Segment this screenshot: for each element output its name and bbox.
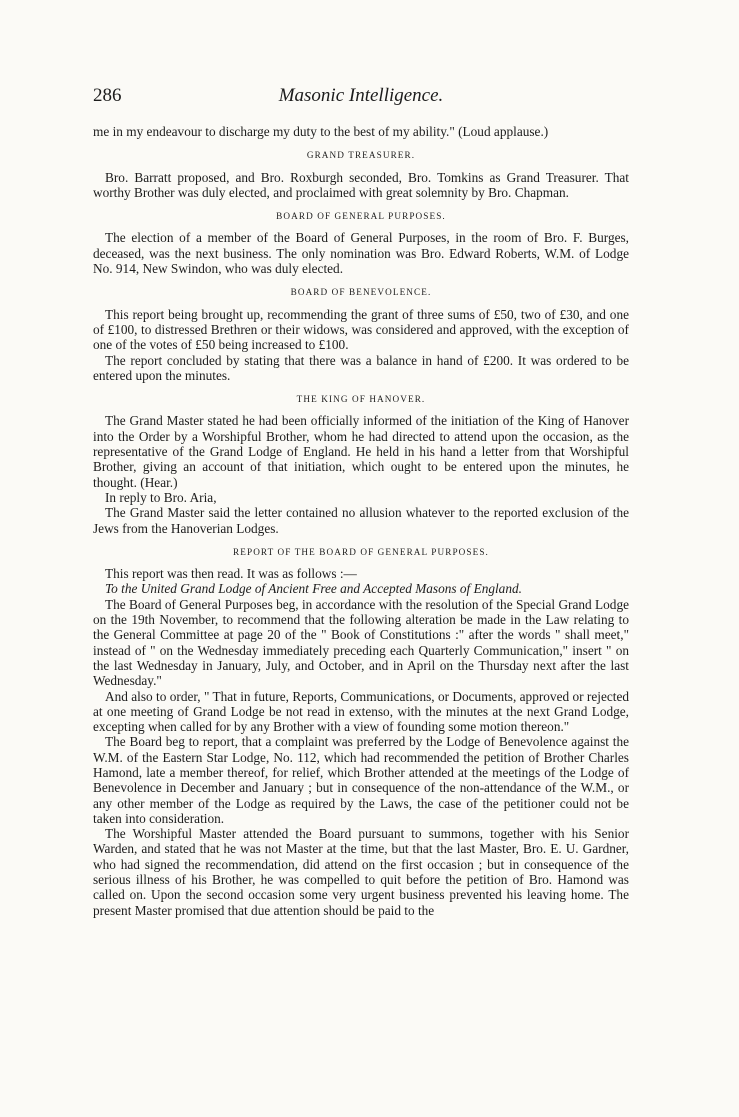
section-heading-board-general-purposes: BOARD OF GENERAL PURPOSES.	[276, 211, 446, 222]
running-title: Masonic Intelligence.	[278, 85, 444, 106]
report-intro: This report was then read. It was as follows :—	[105, 566, 357, 582]
paragraph: In reply to Bro. Aria,	[105, 489, 217, 505]
section-heading-board-benevolence: BOARD OF BENEVOLENCE.	[290, 287, 432, 298]
page-header	[93, 85, 629, 109]
paragraph: The Grand Master said the letter contained no allusion whatever to the reported exclusion of the Jews from the Hanoverian Lodges.	[93, 505, 629, 536]
paragraph: The Grand Master stated he had been officially informed of the initiation of the King of Hanover into the Order by a Worshipful Brother, whom he had directed to attend upon the occasion, as the representative of the Grand Lodge of England. He held in his hand a letter from that Worshipful Brother, giving an account of that initiation, which ought to be entered upon the minutes, he thought. (Hear.)	[93, 413, 629, 490]
section-heading-king-of-hanover: THE KING OF HANOVER.	[296, 394, 426, 405]
report-paragraph: The Board beg to report, that a complaint was preferred by the Lodge of Benevolence against the W.M. of the Eastern Star Lodge, No. 112, which had recommended the petition of Brother Charles Hamond, late a member thereof, for relief, which Brother attended at the meetings of the Lodge of Benevolence in December and January ; but in consequence of the non-attendance of the W.M., or any other member of the Lodge as required by the Laws, the case of the petitioner could not be taken into consideration.	[93, 734, 629, 826]
section-heading-grand-treasurer: GRAND TREASURER.	[306, 150, 416, 161]
page-number: 286	[93, 85, 122, 106]
report-paragraph: The Board of General Purposes beg, in accordance with the resolution of the Special Grand Lodge on the 19th November, to recommend that the following alteration be made in the Law relating to the General Committee at page 20 of the " Book of Constitutions :" after the words " shall meet," instead of " on the Wednesday immediately preceding each Quarterly Communication," insert " on the last Wednesday in January, July, and October, and in April on the Thursday next after the last Wednesday."	[93, 596, 629, 689]
report-paragraph: And also to order, " That in future, Reports, Communications, or Documents, approved or rejected at one meeting of Grand Lodge be not read in extenso, with the minutes at the next Grand Lodge, excepting when called for by any Brother with a view of founding some motion thereon."	[93, 688, 629, 735]
paragraph: The election of a member of the Board of General Purposes, in the room of Bro. F. Burges, deceased, was the next business. The only nomination was Bro. Edward Roberts, W.M. of Lodge No. 914, New Swindon, who was duly elected.	[93, 230, 629, 277]
section-heading-report-board-general-purposes: REPORT OF THE BOARD OF GENERAL PURPOSES.	[233, 546, 489, 557]
report-salutation: To the United Grand Lodge of Ancient Free and Accepted Masons of England.	[105, 581, 522, 597]
article-body	[93, 124, 629, 918]
report-paragraph: The Worshipful Master attended the Board pursuant to summons, together with his Senior Warden, and stated that he was not Master at the time, but that the last Master, Bro. E. U. Gardner, who had signed the recommendation, did attend on the first occasion ; but in consequence of the serious illness of his Brother, he was compelled to quit before the petition of Bro. Hamond was called on. Upon the second occasion some very urgent business prevented his leaving home. The present Master promised that due attention should be paid to the	[93, 826, 629, 918]
paragraph: The report concluded by stating that there was a balance in hand of £200. It was ordered to be entered upon the minutes.	[93, 352, 629, 383]
paragraph: Bro. Barratt proposed, and Bro. Roxburgh seconded, Bro. Tomkins as Grand Treasurer. That worthy Brother was duly elected, and proclaimed with great solemnity by Bro. Chapman.	[93, 169, 629, 200]
paragraph: This report being brought up, recommending the grant of three sums of £50, two of £30, and one of £100, to distressed Brethren or their widows, was considered and approved, with the exception of one of the votes of £50 being increased to £100.	[93, 306, 629, 353]
continuation-paragraph: me in my endeavour to discharge my duty to the best of my ability." (Loud applause.)	[93, 124, 549, 139]
